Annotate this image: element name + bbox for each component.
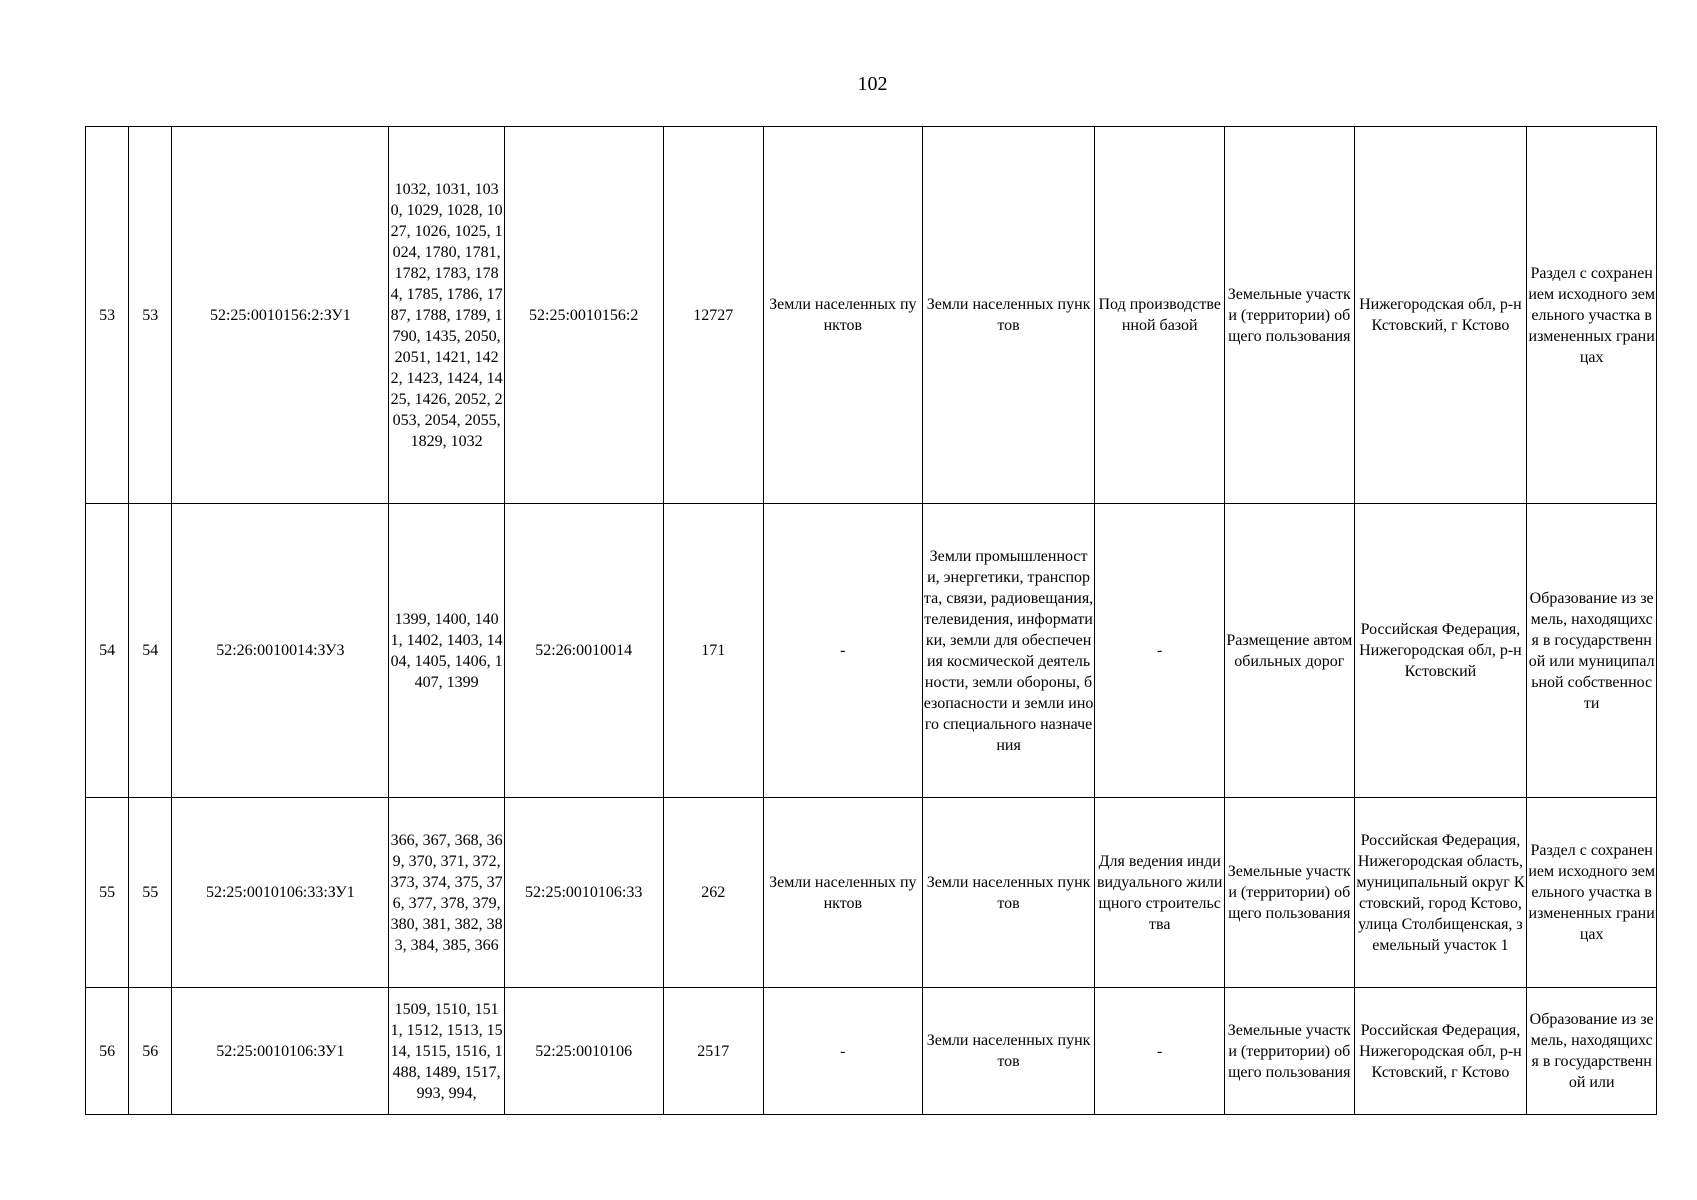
plot-designation: 52:26:0010014:ЗУ3: [172, 504, 389, 798]
source-cadastral-number: 52:25:0010156:2: [504, 127, 663, 504]
plot-address: Нижегородская обл, р-н Кстовский, г Кстово: [1354, 127, 1527, 504]
source-cadastral-number: 52:25:0010106:33: [504, 798, 663, 988]
plot-designation: 52:25:0010106:33:ЗУ1: [172, 798, 389, 988]
land-category-planned: Земли населенных пунктов: [922, 988, 1095, 1115]
row-number: 54: [86, 504, 129, 798]
permitted-use-existing: Для ведения индивидуального жилищного строительства: [1095, 798, 1225, 988]
land-category-planned: Земли населенных пунктов: [922, 798, 1095, 988]
land-category-existing: Земли населенных пунктов: [763, 127, 922, 504]
land-category-existing: -: [763, 504, 922, 798]
plot-area: 171: [663, 504, 763, 798]
land-plots-table: [85, 126, 1657, 1115]
boundary-points: 1509, 1510, 1511, 1512, 1513, 1514, 1515, 1516, 1488, 1489, 1517, 993, 994,: [389, 988, 505, 1115]
boundary-points: 1032, 1031, 1030, 1029, 1028, 1027, 1026, 1025, 1024, 1780, 1781, 1782, 1783, 1784, 1785, 1786, 1787, 1788, 1789, 1790, 1435, 2050, 2051, 1421, 1422, 1423, 1424, 1425, 1426, 2052, 2053, 2054, 2055, 1829, 1032: [389, 127, 505, 504]
formation-method: Раздел с сохранением исходного земельного участка в измененных границах: [1527, 127, 1657, 504]
table-row: [86, 798, 1657, 988]
row-number: 56: [86, 988, 129, 1115]
formation-method: Образование из земель, находящихся в государственной или: [1527, 988, 1657, 1115]
plot-designation: 52:25:0010106:ЗУ1: [172, 988, 389, 1115]
permitted-use-planned: Земельные участки (территории) общего пользования: [1225, 127, 1355, 504]
land-category-existing: Земли населенных пунктов: [763, 798, 922, 988]
land-category-planned: Земли промышленности, энергетики, транспорта, связи, радиовещания, телевидения, информатики, земли для обеспечения космической деятельности, земли обороны, безопасности и земли иного специального назначения: [922, 504, 1095, 798]
plot-area: 2517: [663, 988, 763, 1115]
plot-address: Российская Федерация, Нижегородская обл, р-н Кстовский: [1354, 504, 1527, 798]
page-number: 102: [857, 73, 888, 95]
row-number-2: 54: [129, 504, 172, 798]
boundary-points: 366, 367, 368, 369, 370, 371, 372, 373, 374, 375, 376, 377, 378, 379, 380, 381, 382, 383, 384, 385, 366: [389, 798, 505, 988]
formation-method: Образование из земель, находящихся в государственной или муниципальной собственности: [1527, 504, 1657, 798]
land-category-planned: Земли населенных пунктов: [922, 127, 1095, 504]
permitted-use-existing: Под производственной базой: [1095, 127, 1225, 504]
source-cadastral-number: 52:26:0010014: [504, 504, 663, 798]
plot-area: 12727: [663, 127, 763, 504]
permitted-use-existing: -: [1095, 988, 1225, 1115]
permitted-use-planned: Земельные участки (территории) общего пользования: [1225, 798, 1355, 988]
row-number: 55: [86, 798, 129, 988]
boundary-points: 1399, 1400, 1401, 1402, 1403, 1404, 1405, 1406, 1407, 1399: [389, 504, 505, 798]
permitted-use-existing: -: [1095, 504, 1225, 798]
permitted-use-planned: Размещение автомобильных дорог: [1225, 504, 1355, 798]
plot-address: Российская Федерация, Нижегородская обл, р-н Кстовский, г Кстово: [1354, 988, 1527, 1115]
plot-address: Российская Федерация, Нижегородская область, муниципальный округ Кстовский, город Кстово, улица Столбищенская, земельный участок 1: [1354, 798, 1527, 988]
table-row: [86, 504, 1657, 798]
row-number-2: 55: [129, 798, 172, 988]
plot-area: 262: [663, 798, 763, 988]
formation-method: Раздел с сохранением исходного земельного участка в измененных границах: [1527, 798, 1657, 988]
permitted-use-planned: Земельные участки (территории) общего пользования: [1225, 988, 1355, 1115]
plot-designation: 52:25:0010156:2:ЗУ1: [172, 127, 389, 504]
source-cadastral-number: 52:25:0010106: [504, 988, 663, 1115]
row-number-2: 53: [129, 127, 172, 504]
table-row: [86, 988, 1657, 1115]
row-number: 53: [86, 127, 129, 504]
row-number-2: 56: [129, 988, 172, 1115]
land-category-existing: -: [763, 988, 922, 1115]
table-row: [86, 127, 1657, 504]
